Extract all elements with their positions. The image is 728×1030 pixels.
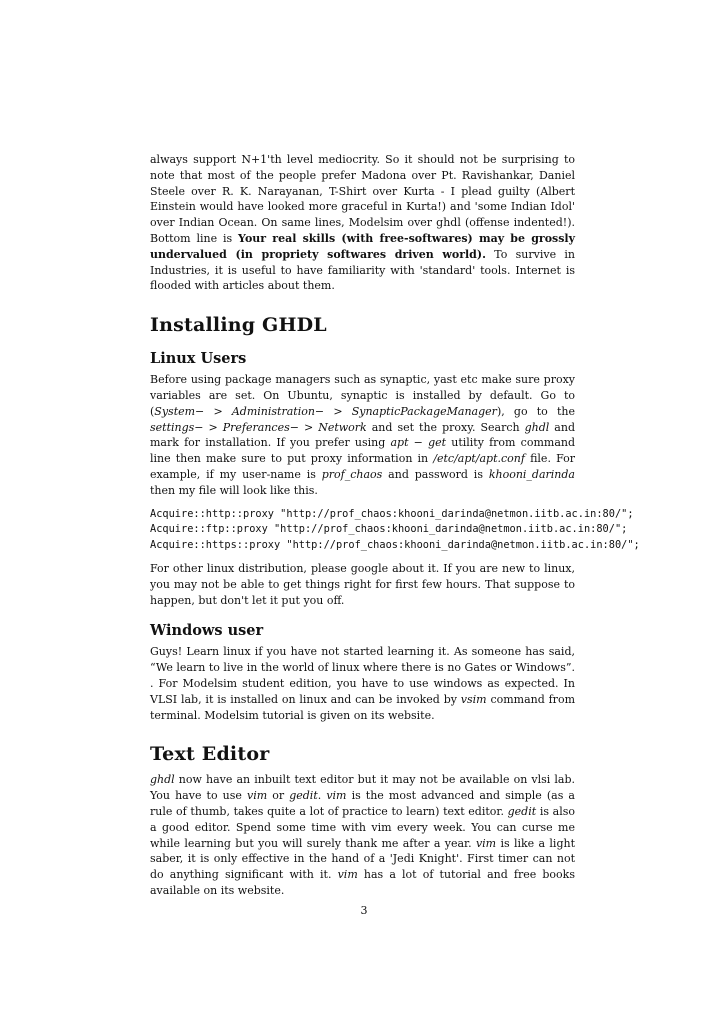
editor-text-e: is also a good editor. Spend some time with vim every week. You can curse me while learning but you will surely thank me after a year. bbox=[150, 805, 576, 850]
editor-text-f: is like a light saber, it is only effective in the hand of a 'Jedi Knight'. First timer can not do anything significant with it. bbox=[150, 836, 575, 882]
editor-text-g: has a lot of tutorial and free books available on its website. bbox=[150, 868, 575, 897]
editor-text-d: is the most advanced and simple (as a rule of thumb, takes quite a lot of practice to learn) text editor. bbox=[150, 789, 575, 819]
editor-paragraph bbox=[150, 772, 575, 898]
section-text-editor: Text Editor bbox=[150, 743, 270, 766]
vim-term: vim bbox=[337, 868, 358, 882]
intro-bold-text: Your real skills (with free-softwares) may be grossly undervalued (in propriety softwares driven world). bbox=[150, 231, 575, 261]
linux-text-d: and mark for installation. If you prefer using bbox=[150, 420, 575, 450]
linux-text-b: ), go to the bbox=[496, 404, 575, 418]
apt-get-term: apt − get bbox=[390, 436, 447, 450]
preferences-menu-path: settings− > Preferances− > Network bbox=[150, 420, 367, 434]
synaptic-menu-path: System− > Administration− > SynapticPackageManager bbox=[154, 404, 497, 418]
vim-term: vim bbox=[246, 789, 268, 803]
linux-text-e: utility from command line then make sure to put proxy information in bbox=[150, 436, 575, 466]
editor-text-a: now have an inbuilt text editor but it may not be available on vlsi lab. You have to use bbox=[150, 773, 575, 803]
intro-paragraph bbox=[150, 152, 575, 294]
gedit-term: gedit bbox=[289, 789, 318, 803]
windows-text-a: Guys! Learn linux if you have not started learning it. As someone has said, “We learn to live in the world of linux where there is no Gates or Windows”. . For Modelsim student edition, you have to use windows as expected. In VLSI lab, it is installed on linux and can be invoked by bbox=[150, 645, 575, 706]
linux-paragraph bbox=[150, 372, 575, 498]
windows-text-b: command from terminal. Modelsim tutorial is given on its website. bbox=[150, 692, 575, 722]
linux-text-h: then my file will look like this. bbox=[150, 483, 318, 497]
vim-term: vim bbox=[326, 789, 347, 803]
intro-text-2: To survive in Industries, it is useful to have familiarity with 'standard' tools. Internet is flooded with articles about them. bbox=[150, 247, 575, 293]
page-number: 3 bbox=[360, 904, 368, 917]
page-content bbox=[150, 152, 640, 899]
linux-text-c: and set the proxy. Search bbox=[366, 420, 525, 434]
editor-text-c: . bbox=[317, 789, 327, 803]
proxy-config-code-block bbox=[150, 507, 640, 554]
editor-text-b: or bbox=[267, 789, 290, 803]
section-installing-ghdl: Installing GHDL bbox=[150, 314, 327, 337]
gedit-term: gedit bbox=[507, 805, 537, 819]
subsection-linux-users: Linux Users bbox=[150, 350, 247, 368]
vim-term: vim bbox=[475, 836, 497, 850]
code-line-https: Acquire::https::proxy "http://prof_chaos:khooni_darinda@netmon.iitb.ac.in:80/"; bbox=[150, 538, 640, 551]
username-term: prof_chaos bbox=[321, 467, 383, 481]
subsection-windows-user: Windows user bbox=[150, 622, 264, 640]
code-line-http: Acquire::http::proxy "http://prof_chaos:khooni_darinda@netmon.iitb.ac.in:80/"; bbox=[150, 507, 634, 520]
intro-text-1: always support N+1'th level mediocrity. So it should not be surprising to note that most of the people prefer Madona over Pt. Ravishankar, Daniel Steele over R. K. Narayanan, T-Shirt over Kurta - I plead guilty (Albert Einstein would have looked more graceful in Kurta!) and 'some Indian Idol' over Indian Ocean. On same lines, Modelsim over ghdl (offense indented!). Bottom line is bbox=[150, 153, 575, 245]
linux-text-g: and password is bbox=[382, 467, 489, 481]
windows-paragraph bbox=[150, 644, 575, 723]
other-linux-paragraph: For other linux distribution, please google about it. If you are new to linux, you may not be able to get things right for first few hours. That suppose to happen, but don't let it put you off. bbox=[150, 562, 575, 607]
vsim-term: vsim bbox=[460, 692, 487, 706]
password-term: khooni_darinda bbox=[488, 467, 575, 481]
ghdl-term: ghdl bbox=[150, 773, 175, 787]
code-line-ftp: Acquire::ftp::proxy "http://prof_chaos:khooni_darinda@netmon.iitb.ac.in:80/"; bbox=[150, 523, 628, 536]
ghdl-term: ghdl bbox=[524, 420, 550, 434]
linux-text-f: file. For example, if my user-name is bbox=[150, 452, 575, 481]
apt-conf-path: /etc/apt/apt.conf bbox=[433, 452, 525, 466]
linux-text-a: Before using package managers such as synaptic, yast etc make sure proxy variables are set. On Ubuntu, synaptic is installed by default. Go to ( bbox=[150, 373, 575, 418]
